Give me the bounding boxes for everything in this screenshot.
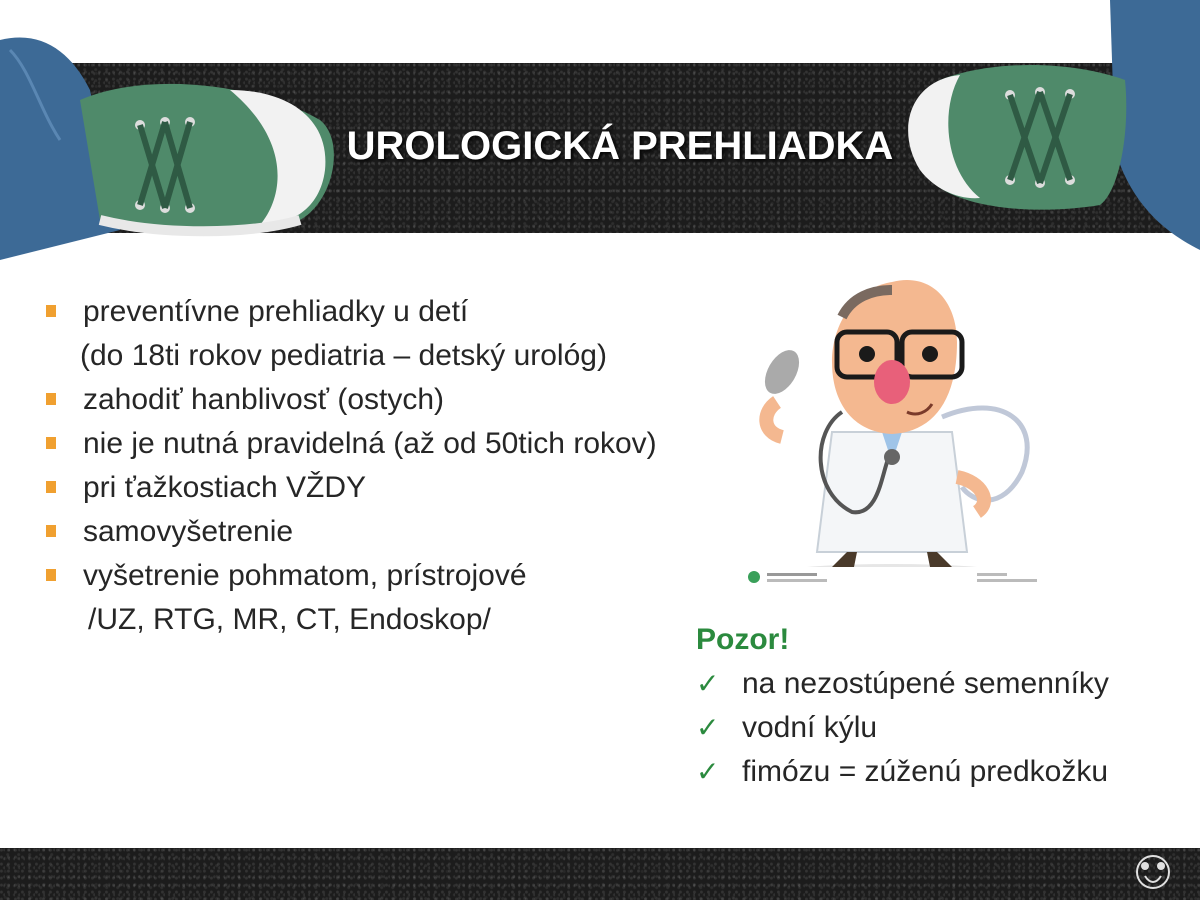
bullet-square-icon [46, 437, 56, 449]
bullet-square-icon [46, 481, 56, 493]
bullet-square-icon [46, 525, 56, 537]
list-item: zahodiť hanblivosť (ostych) [46, 380, 746, 424]
warning-title: Pozor! [696, 623, 790, 656]
bullet-square-icon [46, 305, 56, 317]
list-item: preventívne prehliadky u detí [46, 292, 746, 336]
list-item-continuation: /UZ, RTG, MR, CT, Endoskop/ [88, 603, 491, 636]
list-item: ✓ na nezostúpené semenníky [696, 664, 1176, 708]
checkmark-icon: ✓ [696, 712, 720, 743]
bullet-square-icon [46, 569, 56, 581]
warning-section [696, 620, 1176, 796]
list-item: samovyšetrenie [46, 512, 746, 556]
list-item: pri ťažkostiach VŽDY [46, 468, 746, 512]
doctor-illustration-icon [742, 262, 1047, 592]
footer-banner [0, 848, 1200, 900]
logo-icon [1130, 852, 1176, 892]
bullet-list [46, 292, 746, 644]
list-item: vyšetrenie pohmatom, prístrojové [46, 556, 746, 600]
list-item: nie je nutná pravidelná (až od 50tich rokov) [46, 424, 746, 468]
list-item: ✓ fimózu = zúženú predkožku [696, 752, 1176, 796]
list-item: ✓ vodní kýlu [696, 708, 1176, 752]
checkmark-icon: ✓ [696, 668, 720, 699]
list-item-continuation: (do 18ti rokov pediatria – detský urológ) [80, 339, 607, 372]
bullet-square-icon [46, 393, 56, 405]
slide-title: UROLOGICKÁ PREHLIADKA [346, 124, 894, 168]
slide-title-wrap [0, 124, 1200, 169]
checkmark-icon: ✓ [696, 756, 720, 787]
